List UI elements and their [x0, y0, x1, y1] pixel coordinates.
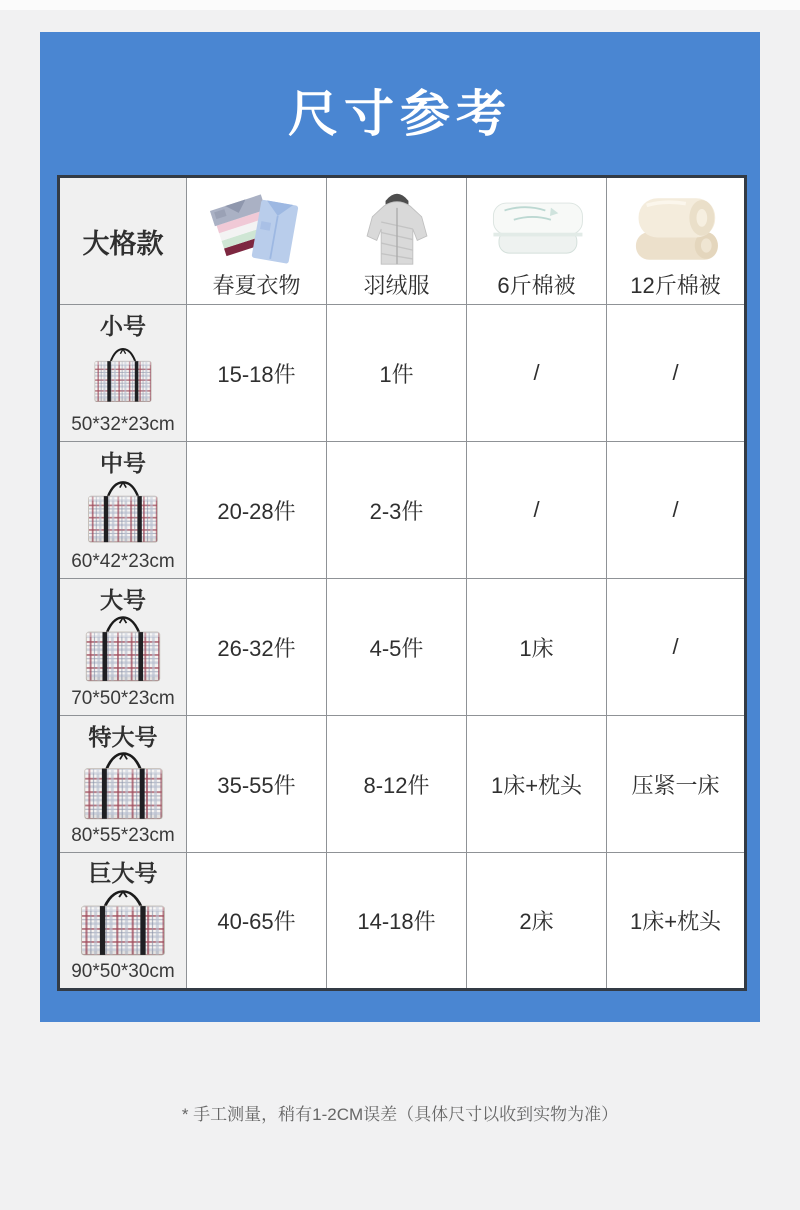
column-header-jacket [327, 177, 467, 305]
rolled-quilt-icon [627, 189, 725, 269]
column-label: 12斤棉被 [630, 273, 721, 298]
value-cell [607, 305, 746, 442]
column-label: 6斤棉被 [497, 273, 576, 298]
value-cell [607, 579, 746, 716]
cell-value: 1床 [519, 635, 554, 661]
size-cell [59, 579, 187, 716]
folded-quilt-icon [486, 190, 588, 268]
value-cell [187, 442, 327, 579]
value-cell [327, 442, 467, 579]
cell-value: / [672, 634, 679, 659]
size-name: 大号 [100, 586, 146, 613]
size-cell [59, 716, 187, 853]
cell-value: 2-3件 [369, 498, 424, 524]
value-cell [187, 579, 327, 716]
plaid-bag-icon [76, 615, 170, 685]
value-cell [607, 716, 746, 853]
plaid-bag-icon [79, 480, 167, 546]
table-header-row [59, 177, 746, 305]
value-cell [467, 305, 607, 442]
column-label: 春夏衣物 [212, 273, 301, 298]
table-row [59, 579, 746, 716]
cell-value: 26-32件 [217, 635, 296, 661]
down-jacket-icon [356, 185, 438, 273]
value-cell [327, 579, 467, 716]
cell-value: 40-65件 [217, 909, 296, 934]
column-label: 羽绒服 [363, 273, 430, 298]
cell-value: 8-12件 [363, 772, 430, 798]
value-cell [467, 716, 607, 853]
table-row [59, 305, 746, 442]
value-cell [327, 305, 467, 442]
value-cell [607, 853, 746, 990]
value-cell [187, 853, 327, 990]
cell-value: / [672, 497, 679, 522]
size-name: 特大号 [88, 723, 158, 750]
size-dimensions: 90*50*30cm [71, 961, 175, 982]
value-cell [467, 579, 607, 716]
cell-value: 1床+枕头 [629, 909, 722, 934]
size-name: 小号 [100, 312, 146, 339]
cell-value: 20-28件 [217, 498, 296, 524]
size-cell [59, 442, 187, 579]
plaid-bag-icon [70, 889, 176, 959]
cell-value: / [672, 360, 679, 385]
cell-value: 15-18件 [217, 361, 296, 387]
value-cell [327, 716, 467, 853]
value-cell [327, 853, 467, 990]
table-row [59, 853, 746, 990]
plaid-bag-icon [74, 751, 173, 823]
clothes-stack-icon [208, 187, 306, 271]
cell-value: 压紧一床 [631, 772, 720, 798]
page-top-strip [0, 0, 800, 10]
cell-value: 35-55件 [217, 772, 296, 798]
corner-cell: 大格款 [59, 177, 187, 305]
value-cell [187, 305, 327, 442]
size-dimensions: 50*32*23cm [71, 413, 175, 435]
size-cell [59, 853, 187, 990]
table-row [59, 716, 746, 853]
size-cell [59, 305, 187, 442]
value-cell [467, 442, 607, 579]
column-header-quilt6 [467, 177, 607, 305]
value-cell [187, 716, 327, 853]
column-header-quilt12 [607, 177, 746, 305]
measurement-disclaimer: * 手工测量，稍有1-2CM误差（具体尺寸以收到实物为准） [181, 1105, 619, 1124]
panel-title: 尺寸参考 [288, 86, 512, 142]
size-name: 中号 [100, 449, 146, 476]
cell-value: 14-18件 [357, 909, 436, 934]
cell-value: / [533, 497, 540, 522]
cell-value: 4-5件 [369, 635, 424, 661]
size-name: 巨大号 [88, 860, 158, 886]
table-row [59, 442, 746, 579]
value-cell [467, 853, 607, 990]
value-cell [607, 442, 746, 579]
plaid-bag-icon [87, 347, 159, 405]
size-dimensions: 60*42*23cm [71, 550, 175, 572]
size-reference-table [57, 175, 747, 991]
size-reference-panel [40, 32, 760, 1022]
size-dimensions: 80*55*23cm [71, 824, 175, 846]
cell-value: / [533, 360, 540, 385]
cell-value: 2床 [519, 909, 554, 934]
cell-value: 1床+枕头 [490, 772, 583, 798]
column-header-clothes [187, 177, 327, 305]
cell-value: 1件 [379, 361, 414, 387]
size-dimensions: 70*50*23cm [71, 687, 175, 709]
